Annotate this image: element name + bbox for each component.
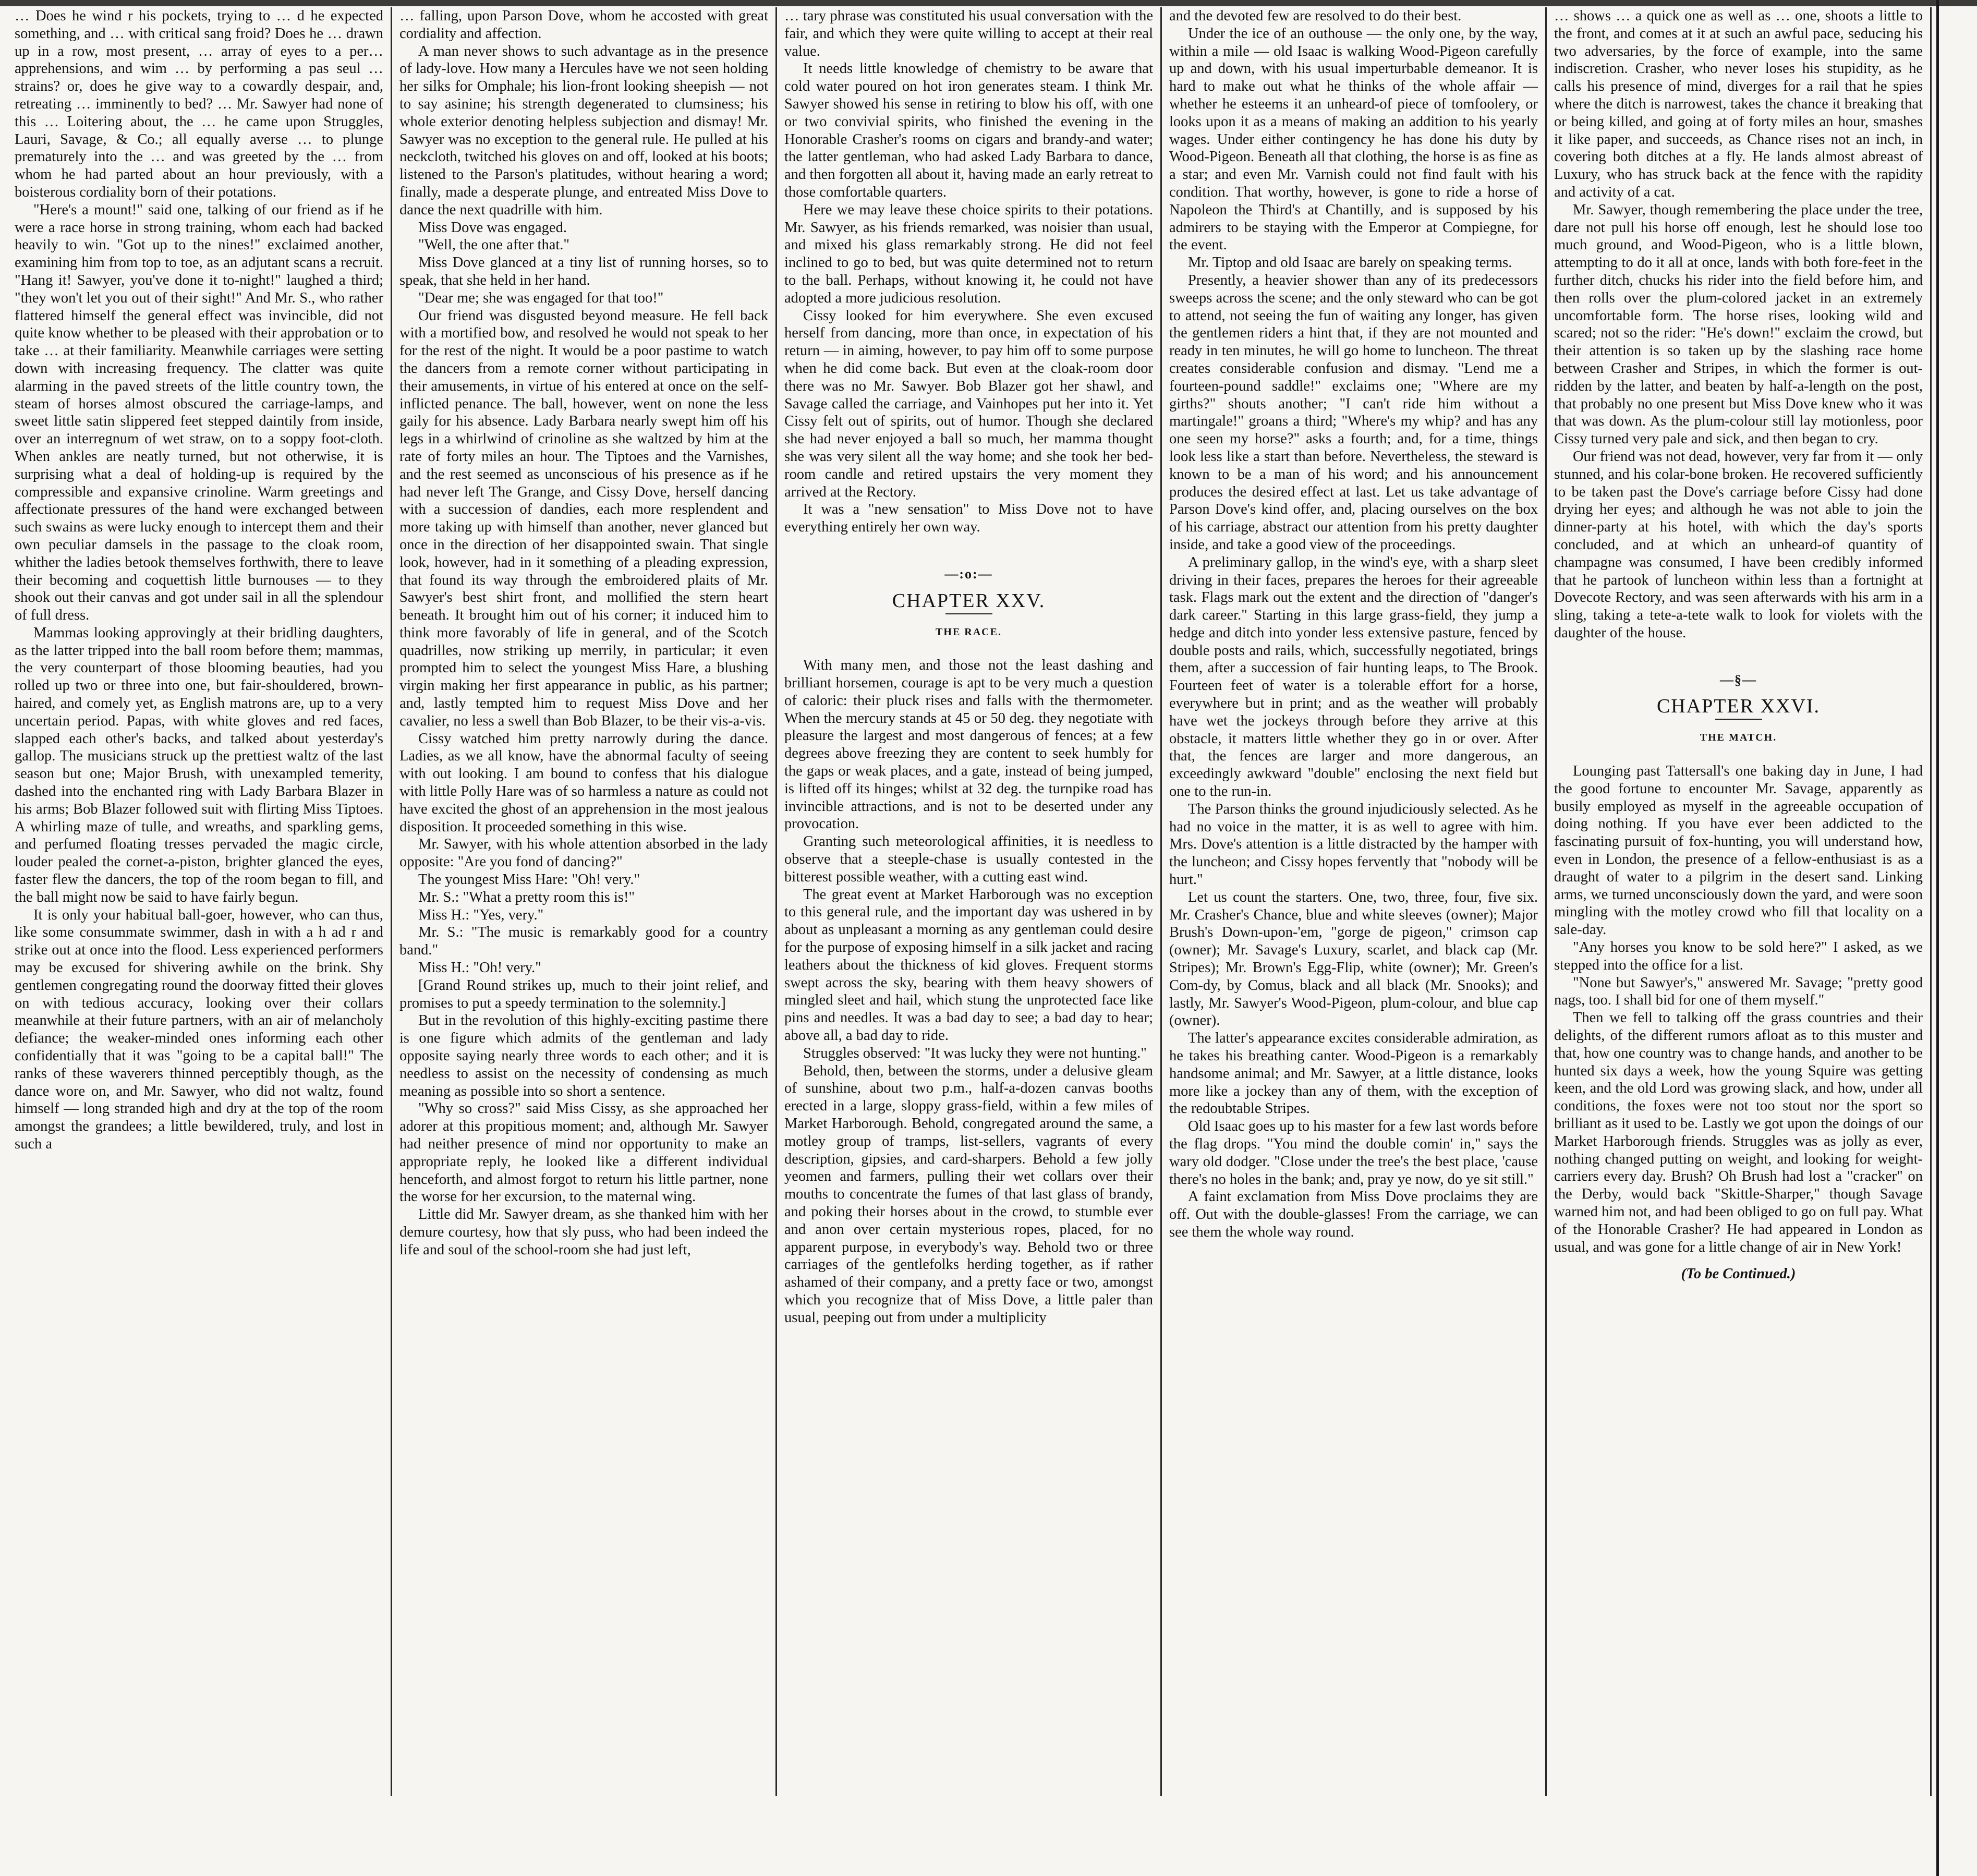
paragraph: Cissy looked for him everywhere. She even excused herself from dancing, more than once, in expectation of his return — in aiming, however, to pay him off to some purpose when he did come back. But even at the cloak-room door there was no Mr. Sawyer. Bob Blazer got her shawl, and Savage called the carriage, and Vainhopes put her into it. Yet Cissy felt out of spirits, out of humor. Though she declared she had never enjoyed a ball so much, her mamma thought she was very silent all the way home; and she took her bed-room candle and retired upstairs the very moment they arrived at the Rectory. xyxy=(784,307,1153,500)
paragraph: … Does he wind r his pockets, trying to … d he expected something, and … with critical sang froid? Does he … drawn up in a row, most present, … array of eyes to a per… apprehensions, and wim … by performing a pas seul … strains? or, does he give way to a cowardly despair, and, retreating … imminently to bed? … Mr. Sawyer had none of this … Loitering about, the … he came upon Struggles, Lauri, Savage, & Co.; all equally averse … to plunge prematurely into the … and was greeted by the … from whom he had parted about an hour previously, with a boisterous cordiality born of their potations. xyxy=(15,8,383,200)
paragraph: A faint exclamation from Miss Dove proclaims they are off. Out with the double-glasses! From the carriage, we can see them the whole way round. xyxy=(1169,1189,1538,1240)
paragraph: Granting such meteorological affinities, it is needless to observe that a steeple-chase is usually contested in the bitterest possible weather, with a cutting east wind. xyxy=(784,833,1153,885)
paragraph: Then we fell to talking off the grass countries and their delights, of the different rumors afloat as to this muster and that, how one country was to change hands, and another to be hunted six days a week, how the young Squire was getting keen, and the old Lord was growing slack, and how, under all conditions, the foxes were not too stout nor the sport so brilliant as it used to be. Lastly we got upon the doings of our Market Harborough friends. Struggles was as jolly as ever, nothing changed putting on weight, and looking for weight-carriers every day. Brush? Oh Brush had lost a "cracker" on the Derby, would back "Skittle-Sharper," though Savage warned him not, and had been obliged to go on full pay. What of the Honorable Crasher? He had appeared in London as usual, and was gone for a little change of air in New York! xyxy=(1554,1010,1923,1255)
text-column-1 xyxy=(7,7,392,1796)
paragraph: … shows … a quick one as well as … one, shoots a little to the front, and comes at it at such an awful pace, seducing his two adversaries, by the force of example, into the same indiscretion. Crasher, who never loses his stupidity, as he calls his presence of mind, diverges for a rail that he spies where the ditch is narrowest, takes the chance it breaking that or being killed, and going at of forty miles an hour, smashes it like paper, and succeeds, as Chance rises not an inch, in covering both ditches at a fly. He lands almost abreast of Luxury, who has struck back at the fence with the rapidity and activity of a cat. xyxy=(1554,8,1923,200)
right-column-rule xyxy=(1936,0,1939,1876)
paragraph: It needs little knowledge of chemistry to be aware that cold water poured on hot iron generates steam. I think Mr. Sawyer showed his sense in retiring to blow his off, with one or two convivial spirits, who finished the evening in the Honorable Crasher's rooms on cigars and brandy-and water; the latter gentleman, who had asked Lady Barbara to dance, and then forgotten all about it, having made an early retreat to those comfortable quarters. xyxy=(784,60,1153,200)
paragraph: But in the revolution of this highly-exciting pastime there is one figure which admits of the gentleman and lady opposite saying nearly three words to each other; and it is needless to assist on the necessity of condensing as much meaning as possible into so short a sentence. xyxy=(399,1012,768,1099)
paragraph: It was a "new sensation" to Miss Dove not to have everything entirely her own way. xyxy=(784,501,1153,536)
text-column-5 xyxy=(1547,7,1932,1796)
chapter-title: CHAPTER XXV. xyxy=(892,589,1046,612)
paragraph: Our friend was disgusted beyond measure. He fell back with a mortified bow, and resolved he would not speak to her for the rest of the night. It would be a poor pastime to watch the dancers from a remote corner without participating in their amusements, in virtue of his entered at once on the self-inflicted penance. The ball, however, went on none the less gaily for his absence. Lady Barbara nearly swept him off his legs in a whirlwind of crinoline as she waltzed by him at the rate of forty miles an hour. The Tiptoes and the Varnishes, and the rest seemed as unconscious of his presence as if he had never left The Grange, and Cissy Dove, herself dancing with a succession of dandies, each more resplendent and more taking up with himself than another, never glanced but once in the direction of her disappointed swain. That single look, however, had in it something of a pleading expression, that found its way through the embroidered plaits of Mr. Sawyer's best shirt front, and mollified the stern heart beneath. It brought him out of his corner; it induced him to think more favorably of life in general, and of the Scotch quadrilles, now striking up merrily, in particular; it even prompted him to select the youngest Miss Hare, a blushing virgin making her first appearance in public, as his partner; and, lastly tempted him to request Miss Dove and her cavalier, no less a swell than Bob Blazer, to be their vis-a-vis. xyxy=(399,307,768,729)
paragraph: Our friend was not dead, however, very far from it — only stunned, and his colar-bone broken. He recovered sufficiently to be taken past the Dove's carriage before Cissy had done drying her eyes; and although he was not able to join the dinner-party at his hotel, with which the day's sports concluded, and at which an unheard-of quantity of champagne was consumed, I have been credibly informed that he partook of luncheon within less than a fortnight at Dovecote Rectory, and was seen afterwards with his arm in a sling, taking a tete-a-tete walk to look for violets with the daughter of the house. xyxy=(1554,448,1923,641)
paragraph: Mr. S.: "The music is remarkably good for a country band." xyxy=(399,924,768,959)
paragraph: Mr. Sawyer, though remembering the place under the tree, dare not pull his horse off enough, lest he should lose too much ground, and Wood-Pigeon, who is a little blown, attempting to do it all at once, lands with both fore-feet in the further ditch, chucks his rider into the field before him, and then rolls over the plum-colored jacket in an extremely uncomfortable form. The horse rises, looking wild and scared; not so the rider: "He's down!" exclaim the crowd, but their attention is so taken up by the slashing race home between Crasher and Stripes, in which the former is out-ridden by the latter, and beaten by half-a-length on the post, that probably no one present but Miss Dove knew who it was that was down. As the plum-colour still lay motionless, poor Cissy turned very pale and sick, and then began to cry. xyxy=(1554,201,1923,447)
paragraph: "Why so cross?" said Miss Cissy, as she approached her adorer at this propitious moment; and, although Mr. Sawyer had neither presence of mind nor opportunity to make an appropriate reply, he looked like a different individual henceforth, and almost forgot to return his little partner, none the worse for her excursion, to the maternal wing. xyxy=(399,1100,768,1205)
paragraph: Presently, a heavier shower than any of its predecessors sweeps across the scene; and the only steward who can be got to attend, not seeing the fun of waiting any longer, has given the gentlemen riders a hint that, if they are not mounted and ready in ten minutes, he will go home to luncheon. The threat creates considerable confusion and dismay. "Lend me a fourteen-pound saddle!" exclaims one; "Where are my girths?" shouts another; "I can't ride him without a martingale!" groans a third; "Where's my whip? and has any one seen my horse?" asks a fourth; and, for a time, things look less like a start than before. Nevertheless, the steward is known to be a man of his word; and his announcement produces the desired effect at last. Let us take advantage of Parson Dove's kind offer, and, placing ourselves on the box of his carriage, abstract our attention from his pretty daughter inside, and take a good view of the proceedings. xyxy=(1169,272,1538,553)
chapter-separator: —§— xyxy=(1720,672,1757,687)
paragraph: "Any horses you know to be sold here?" I asked, as we stepped into the office for a list. xyxy=(1554,939,1923,973)
text-column-4 xyxy=(1162,7,1547,1796)
paragraph: The Parson thinks the ground injudiciously selected. As he had no voice in the matter, it is as well to agree with him. Mrs. Dove's attention is a little distracted by the hamper with the luncheon; and Cissy hopes fervently that "nobody will be hurt." xyxy=(1169,801,1538,888)
paragraph: A preliminary gallop, in the wind's eye, with a sharp sleet driving in their faces, prepares the heroes for their agreeable task. Flags mark out the extent and the direction of "danger's dark career." Starting in this large grass-field, they jump a hedge and ditch into yonder less extensive pasture, fenced by double posts and rails, which, successfully negotiated, brings them, after a succession of fair hunting leaps, to The Brook. Fourteen feet of water is a tolerable effort for a horse, everywhere but in print; and as the weather will probably have wet the jockeys through before they arrive at this obstacle, it matters little whether they go in or over. After that, the fences are larger and more dangerous, an exceedingly awkward "double" enclosing the next field but one to the run-in. xyxy=(1169,554,1538,800)
paragraph: Miss H.: "Oh! very." xyxy=(418,960,541,976)
paragraph: "Well, the one after that." xyxy=(418,237,570,253)
paragraph: … falling, upon Parson Dove, whom he accosted with great cordiality and affection. xyxy=(399,8,768,42)
paragraph: Under the ice of an outhouse — the only one, by the way, within a mile — old Isaac is walking Wood-Pigeon carefully up and down, with his usual imperturbable demeanor. It is hard to make out what he thinks of the whole affair — whether he esteems it an unheard-of piece of tomfoolery, or looks upon it as a means of making an addition to his yearly wages. Under either contingency he has done his duty by Wood-Pigeon. Beneath all that clothing, the horse is as fine as a star; and even Mr. Varnish could not find fault with his condition. That worthy, however, is gone to ride a horse of Napoleon the Third's at Chantilly, and is supposed by his admirers to be staying with the Emperor at Compiegne, for the event. xyxy=(1169,25,1538,253)
paragraph: The great event at Market Harborough was no exception to this general rule, and the important day was ushered in by about as unpleasant a morning as any gentleman could desire for the purpose of exposing himself in a silk jacket and racing leathers about the thickness of kid gloves. Frequent storms swept across the sky, bearing with them heavy showers of mingled sleet and hail, which stung the unprotected face like pins and needles. It was a bad day to see; a bad day to hear; above all, a bad day to ride. xyxy=(784,886,1153,1044)
text-column-3 xyxy=(777,7,1162,1796)
paragraph: It is only your habitual ball-goer, however, who can thus, like some consummate swimmer, dash in with a h ad r and strike out at once into the flood. Less experienced performers may be excused for shivering awhile on the brink. Shy gentlemen congregating round the doorway fitted their gloves on with tedious accuracy, looking over their collars meanwhile at their future partners, with an air of melancholy defiance; the weaker-minded ones informing each other confidentially that it was "going to be a capital ball!" The ranks of these waverers thinned perceptibly though, as the dance wore on, and Mr. Sawyer, who did not waltz, found himself — long stranded high and dry at the top of the room amongst the grandees; a little bewildered, truly, and lost in such a xyxy=(15,906,383,1152)
paragraph: A man never shows to such advantage as in the presence of lady-love. How many a Hercules have we not seen holding her silks for Omphale; his lion-front looking sheepish — not to say asinine; his strength degenerated to clumsiness; his whole exterior denoting helpless subjection and dismay! Mr. Sawyer was no exception to the general rule. He pulled at his neckcloth, twitched his gloves on and off, looked at his boots; listened to the Parson's platitudes, without hearing a word; finally, made a desperate plunge, and entreated Miss Dove to dance the next quadrille with him. xyxy=(399,43,768,218)
paragraph: Struggles observed: "It was lucky they were not hunting." xyxy=(803,1045,1147,1061)
paragraph: Miss H.: "Yes, very." xyxy=(418,906,544,923)
paragraph: With many men, and those not the least dashing and brilliant horsemen, courage is apt to be very much a question of caloric: their pluck rises and falls with the thermometer. When the mercury stands at 45 or 50 deg. they negotiate with pleasure the largest and most dangerous of fences; at a few degrees above freezing they are content to seek humbly for the gaps or weak places, and a gate, instead of being jumped, is lifted off its hinges; whilst at 32 deg. the turnpike road has invincible attractions, and is not to be deserted under any provocation. xyxy=(784,657,1153,832)
paragraph: Miss Dove glanced at a tiny list of running horses, so to speak, that she held in her hand. xyxy=(399,255,768,288)
paragraph: and the devoted few are resolved to do their best. xyxy=(1169,8,1462,24)
paragraph: Mr. Sawyer, with his whole attention absorbed in the lady opposite: "Are you fond of dancing?" xyxy=(399,836,768,870)
paragraph: Mr. S.: "What a pretty room this is!" xyxy=(418,889,635,905)
chapter-title: CHAPTER XXVI. xyxy=(1656,695,1821,718)
paragraph: Lounging past Tattersall's one baking day in June, I had the good fortune to encounter Mr. Savage, apparently as busily employed as myself in the agreeable occupation of doing nothing. If you have ever been addicted to the fascinating pursuit of fox-hunting, you will understand how, even in London, the presence of a fellow-enthusiast is as a draught of water to a pilgrim in the desert sand. Linking arms, we turned unconsciously down the yard, and were soon mingling with the motley crowd who fill that locality on a sale-day. xyxy=(1554,763,1923,938)
text-column-2 xyxy=(392,7,777,1796)
to-be-continued-note: (To be Continued.) xyxy=(1681,1266,1796,1282)
paragraph: Mr. Tiptop and old Isaac are barely on speaking terms. xyxy=(1188,255,1512,271)
paragraph: Little did Mr. Sawyer dream, as she thanked him with her demure courtesy, how that sly puss, who had been indeed the life and soul of the school-room she had just left, xyxy=(399,1206,768,1258)
chapter-rule xyxy=(945,613,992,614)
chapter-separator: —:o:— xyxy=(944,566,993,582)
paragraph: Miss Dove was engaged. xyxy=(418,219,567,236)
chapter-rule xyxy=(1715,719,1762,720)
paragraph: The latter's appearance excites considerable admiration, as he takes his breathing canter. Wood-Pigeon is a remarkably handsome animal; and Mr. Sawyer, at a little distance, looks more like a jockey than any of them, with the exception of the redoubtable Stripes. xyxy=(1169,1030,1538,1117)
paragraph: [Grand Round strikes up, much to their joint relief, and promises to put a speedy termination to the solemnity.] xyxy=(399,977,768,1011)
paragraph: Here we may leave these choice spirits to their potations. Mr. Sawyer, as his friends remarked, was noisier than usual, and mixed his glass remarkably strong. He did not feel inclined to go to bed, but was quite determined not to return to the ball. Perhaps, without knowing it, he could not have adopted a more judicious resolution. xyxy=(784,201,1153,306)
chapter-subtitle: THE RACE. xyxy=(936,626,1002,638)
columns-container xyxy=(7,7,1961,1796)
paragraph: Behold, then, between the storms, under a delusive gleam of sunshine, about two p.m., half-a-dozen canvas booths erected in a large, sloppy grass-field, within a few miles of Market Harborough. Behold, congregated around the same, a motley group of tramps, list-sellers, vagrants of every description, gipsies, and card-sharpers. Behold a few jolly yeomen and farmers, pulling their wet collars over their mouths to concentrate the fumes of that last glass of brandy, and poking their horses about in the crowd, to stumble ever and anon over certain mysterious ropes, placed, for no apparent purpose, in everybody's way. Behold two or three carriages of the gentlefolks herding together, as if rather ashamed of their company, and a pretty face or two, amongst which you recognize that of Miss Dove, a little paler than usual, peeping out from under a multiplicity xyxy=(784,1062,1153,1326)
paragraph: Old Isaac goes up to his master for a few last words before the flag drops. "You mind the double comin' in," says the wary old dodger. "Close under the tree's the best place, 'cause there's no holes in the bank; and, pray ye now, do ye sit still." xyxy=(1169,1118,1538,1188)
paragraph: "None but Sawyer's," answered Mr. Savage; "pretty good nags, too. I shall bid for one of them myself." xyxy=(1554,974,1923,1009)
paragraph: "Dear me; she was engaged for that too!" xyxy=(418,289,664,306)
chapter-subtitle: THE MATCH. xyxy=(1700,732,1777,744)
paragraph: The youngest Miss Hare: "Oh! very." xyxy=(418,872,640,888)
top-border-band xyxy=(0,0,1977,6)
paragraph: Mammas looking approvingly at their bridling daughters, as the latter tripped into the ball room before them; mammas, the very counterpart of those blooming beauties, had you rolled up two or three into one, but fair-shouldered, brown-haired, and comely yet, as English matrons are, up to a very uncertain period. Papas, with white gloves and red faces, slapped each other's backs, and talked about yesterday's gallop. The musicians struck up the prettiest waltz of the last season but one; Major Brush, with unexampled temerity, dashed into the enchanted ring with Lady Barbara Blazer in his arms; Bob Blazer followed suit with flirting Miss Tiptoes. A whirling maze of tulle, and wreaths, and sparkling gems, and perfumed floating tresses pervaded the magic circle, louder pealed the cornet-a-piston, brighter glanced the eyes, faster flew the dancers, the top of the room began to fill, and the ball might now be said to have fairly begun. xyxy=(15,624,383,905)
paragraph: … tary phrase was constituted his usual conversation with the fair, and which they were quite willing to accept at their real value. xyxy=(784,8,1153,59)
paragraph: Let us count the starters. One, two, three, four, five six. Mr. Crasher's Chance, blue and white sleeves (owner); Major Brush's Down-upon-'em, "gorge de pigeon," crimson cap (owner); Mr. Savage's Luxury, scarlet, and black cap (Mr. Stripes); Mr. Brown's Egg-Flip, white (owner); Mr. Green's Com-dy, by Comus, black and all black (Mr. Snooks); and lastly, Mr. Sawyer's Wood-Pigeon, plum-colour, and blue cap (owner). xyxy=(1169,889,1538,1029)
paragraph: Cissy watched him pretty narrowly during the dance. Ladies, as we all know, have the abnormal faculty of seeing with out looking. I am bound to confess that his dialogue with little Polly Hare was of so harmless a nature as could not have excited the ghost of an apprehension in the most jealous disposition. It proceeded something in this wise. xyxy=(399,730,768,835)
paragraph: "Here's a mount!" said one, talking of our friend as if he were a race horse in strong training, whom each had backed heavily to win. "Got up to the nines!" exclaimed another, examining him from top to toe, as an adjutant scans a recruit. "Hang it! Sawyer, you've done it to-night!" laughed a third; "they won't let you out of their sight!" And Mr. S., who rather flattered himself the general effect was invincible, did not quite know whether to be pleased with their approbation or to take … at their familiarity. Meanwhile carriages were setting down with increasing frequency. The clatter was quite alarming in the paved streets of the little country town, the steam of horses almost obscured the carriage-lamps, and sweet little satin slippered feet stepped daintily from inside, over an interregnum of wet straw, on to a soppy foot-cloth. When ankles are neatly turned, but not otherwise, it is surprising what a deal of holding-up is required by the compressible and expansive crinoline. Warm greetings and affectionate pressures of the hand were exchanged between such swains as were lucky enough to intercept them and their own peculiar damsels in the passage to the cloak room, whither the ladies betook themselves forthwith, there to leave their becoming and coquettish little burnouses — to they shook out their canvas and got under sail in all the splendour of full dress. xyxy=(15,201,383,624)
